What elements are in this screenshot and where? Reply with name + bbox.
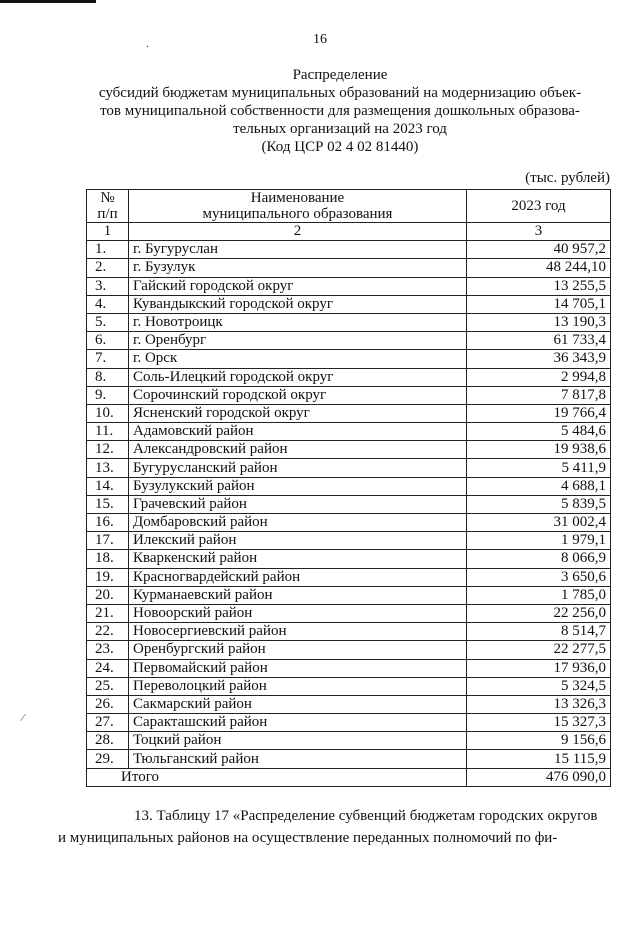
table-row — [87, 259, 611, 277]
row-name: Сорочинский городской округ — [129, 386, 467, 404]
table-row — [87, 277, 611, 295]
total-value: 476 090,0 — [467, 768, 611, 786]
row-value: 5 324,5 — [467, 677, 611, 695]
row-number: 1. — [87, 241, 129, 259]
index-cell: 1 — [87, 223, 129, 241]
title-line: (Код ЦСР 02 4 02 81440) — [261, 139, 419, 155]
table-row — [87, 241, 611, 259]
row-value: 5 411,9 — [467, 459, 611, 477]
row-number: 14. — [87, 477, 129, 495]
table-row — [87, 732, 611, 750]
row-name: Александровский район — [129, 441, 467, 459]
table-row — [87, 313, 611, 331]
table-row — [87, 441, 611, 459]
row-value: 2 994,8 — [467, 368, 611, 386]
table-row — [87, 623, 611, 641]
row-value: 31 002,4 — [467, 514, 611, 532]
header-number-line: п/п — [97, 206, 118, 222]
title-line: Распределение — [292, 67, 388, 83]
row-name: Сакмарский район — [129, 695, 467, 713]
row-number: 19. — [87, 568, 129, 586]
table-row — [87, 295, 611, 313]
table-row — [87, 386, 611, 404]
table-row — [87, 423, 611, 441]
row-value: 19 938,6 — [467, 441, 611, 459]
distribution-table — [86, 189, 611, 787]
row-value: 22 256,0 — [467, 604, 611, 622]
table-index-row — [87, 223, 611, 241]
table-row — [87, 532, 611, 550]
row-number: 26. — [87, 695, 129, 713]
table-row — [87, 477, 611, 495]
row-number: 9. — [87, 386, 129, 404]
row-name: Новоорский район — [129, 604, 467, 622]
row-name: Красногвардейский район — [129, 568, 467, 586]
row-number: 3. — [87, 277, 129, 295]
row-name: Домбаровский район — [129, 514, 467, 532]
row-name: Оренбургский район — [129, 641, 467, 659]
row-value: 61 733,4 — [467, 332, 611, 350]
row-number: 10. — [87, 404, 129, 422]
row-value: 4 688,1 — [467, 477, 611, 495]
row-value: 13 190,3 — [467, 313, 611, 331]
row-value: 15 115,9 — [467, 750, 611, 768]
footer-line: и муниципальных районов на осуществление переданных полномочий по фи- — [58, 830, 558, 846]
row-name: г. Новотроицк — [129, 313, 467, 331]
row-number: 5. — [87, 313, 129, 331]
table-row — [87, 641, 611, 659]
row-value: 17 936,0 — [467, 659, 611, 677]
row-name: Бузулукский район — [129, 477, 467, 495]
row-number: 29. — [87, 750, 129, 768]
row-name: Грачевский район — [129, 495, 467, 513]
index-cell: 3 — [467, 223, 611, 241]
row-value: 15 327,3 — [467, 714, 611, 732]
row-number: 12. — [87, 441, 129, 459]
header-number — [87, 190, 129, 223]
title-line: тов муниципальной собственности для размещения дошкольных образова- — [100, 103, 580, 119]
table-row — [87, 714, 611, 732]
table-row — [87, 368, 611, 386]
row-name: Гайский городской округ — [129, 277, 467, 295]
row-number: 24. — [87, 659, 129, 677]
table-row — [87, 550, 611, 568]
row-value: 14 705,1 — [467, 295, 611, 313]
title-line: субсидий бюджетам муниципальных образований на модернизацию объек- — [98, 85, 582, 101]
row-name: Новосергиевский район — [129, 623, 467, 641]
header-name-line: муниципального образования — [202, 206, 393, 222]
row-number: 4. — [87, 295, 129, 313]
header-year: 2023 год — [467, 190, 611, 223]
row-value: 1 979,1 — [467, 532, 611, 550]
row-name: Переволоцкий район — [129, 677, 467, 695]
units-label: (тыс. рублей) — [525, 170, 610, 186]
row-value: 8 514,7 — [467, 623, 611, 641]
row-number: 20. — [87, 586, 129, 604]
row-number: 2. — [87, 259, 129, 277]
row-value: 5 839,5 — [467, 495, 611, 513]
row-number: 23. — [87, 641, 129, 659]
row-number: 21. — [87, 604, 129, 622]
row-name: Ясненский городской округ — [129, 404, 467, 422]
table-row — [87, 677, 611, 695]
row-name: Тоцкий район — [129, 732, 467, 750]
row-number: 13. — [87, 459, 129, 477]
row-value: 48 244,10 — [467, 259, 611, 277]
row-name: г. Оренбург — [129, 332, 467, 350]
row-number: 15. — [87, 495, 129, 513]
row-number: 28. — [87, 732, 129, 750]
row-number: 7. — [87, 350, 129, 368]
row-number: 25. — [87, 677, 129, 695]
row-number: 18. — [87, 550, 129, 568]
row-name: Тюльганский район — [129, 750, 467, 768]
row-value: 1 785,0 — [467, 586, 611, 604]
table-row — [87, 695, 611, 713]
table-row — [87, 332, 611, 350]
table-row — [87, 604, 611, 622]
row-number: 8. — [87, 368, 129, 386]
table-row — [87, 586, 611, 604]
row-value: 40 957,2 — [467, 241, 611, 259]
row-name: Илекский район — [129, 532, 467, 550]
table-row — [87, 568, 611, 586]
row-name: Адамовский район — [129, 423, 467, 441]
row-name: г. Орск — [129, 350, 467, 368]
row-value: 3 650,6 — [467, 568, 611, 586]
table-row — [87, 404, 611, 422]
row-value: 5 484,6 — [467, 423, 611, 441]
total-label: Итого — [87, 768, 467, 786]
header-name — [129, 190, 467, 223]
table-row — [87, 495, 611, 513]
row-value: 8 066,9 — [467, 550, 611, 568]
row-number: 17. — [87, 532, 129, 550]
row-name: Бугурусланский район — [129, 459, 467, 477]
row-value: 13 326,3 — [467, 695, 611, 713]
header-number-line: № — [100, 190, 115, 206]
row-value: 7 817,8 — [467, 386, 611, 404]
table-header-row — [87, 190, 611, 223]
index-cell: 2 — [129, 223, 467, 241]
row-number: 27. — [87, 714, 129, 732]
page-number: 16 — [313, 32, 327, 47]
row-name: Первомайский район — [129, 659, 467, 677]
row-name: Кваркенский район — [129, 550, 467, 568]
row-name: г. Бугуруслан — [129, 241, 467, 259]
table-row — [87, 459, 611, 477]
footer-paragraph — [58, 805, 618, 849]
row-name: г. Бузулук — [129, 259, 467, 277]
scan-speck: . — [146, 38, 149, 50]
row-number: 22. — [87, 623, 129, 641]
row-value: 9 156,6 — [467, 732, 611, 750]
total-row — [87, 768, 611, 786]
row-number: 11. — [87, 423, 129, 441]
table-row — [87, 350, 611, 368]
top-edge-rule — [0, 0, 96, 3]
row-number: 6. — [87, 332, 129, 350]
table-row — [87, 659, 611, 677]
row-name: Соль-Илецкий городской округ — [129, 368, 467, 386]
footer-line: 13. Таблицу 17 «Распределение субвенций бюджетам городских округов — [134, 808, 598, 824]
row-name: Курманаевский район — [129, 586, 467, 604]
row-value: 36 343,9 — [467, 350, 611, 368]
table-row — [87, 514, 611, 532]
row-name: Саракташский район — [129, 714, 467, 732]
row-number: 16. — [87, 514, 129, 532]
row-value: 13 255,5 — [467, 277, 611, 295]
document-title — [60, 66, 620, 156]
row-value: 22 277,5 — [467, 641, 611, 659]
scan-speck: ⁄ — [22, 712, 24, 724]
table-row — [87, 750, 611, 768]
row-value: 19 766,4 — [467, 404, 611, 422]
title-line: тельных организаций на 2023 год — [233, 121, 447, 137]
row-name: Кувандыкский городской округ — [129, 295, 467, 313]
header-name-line: Наименование — [250, 190, 345, 206]
